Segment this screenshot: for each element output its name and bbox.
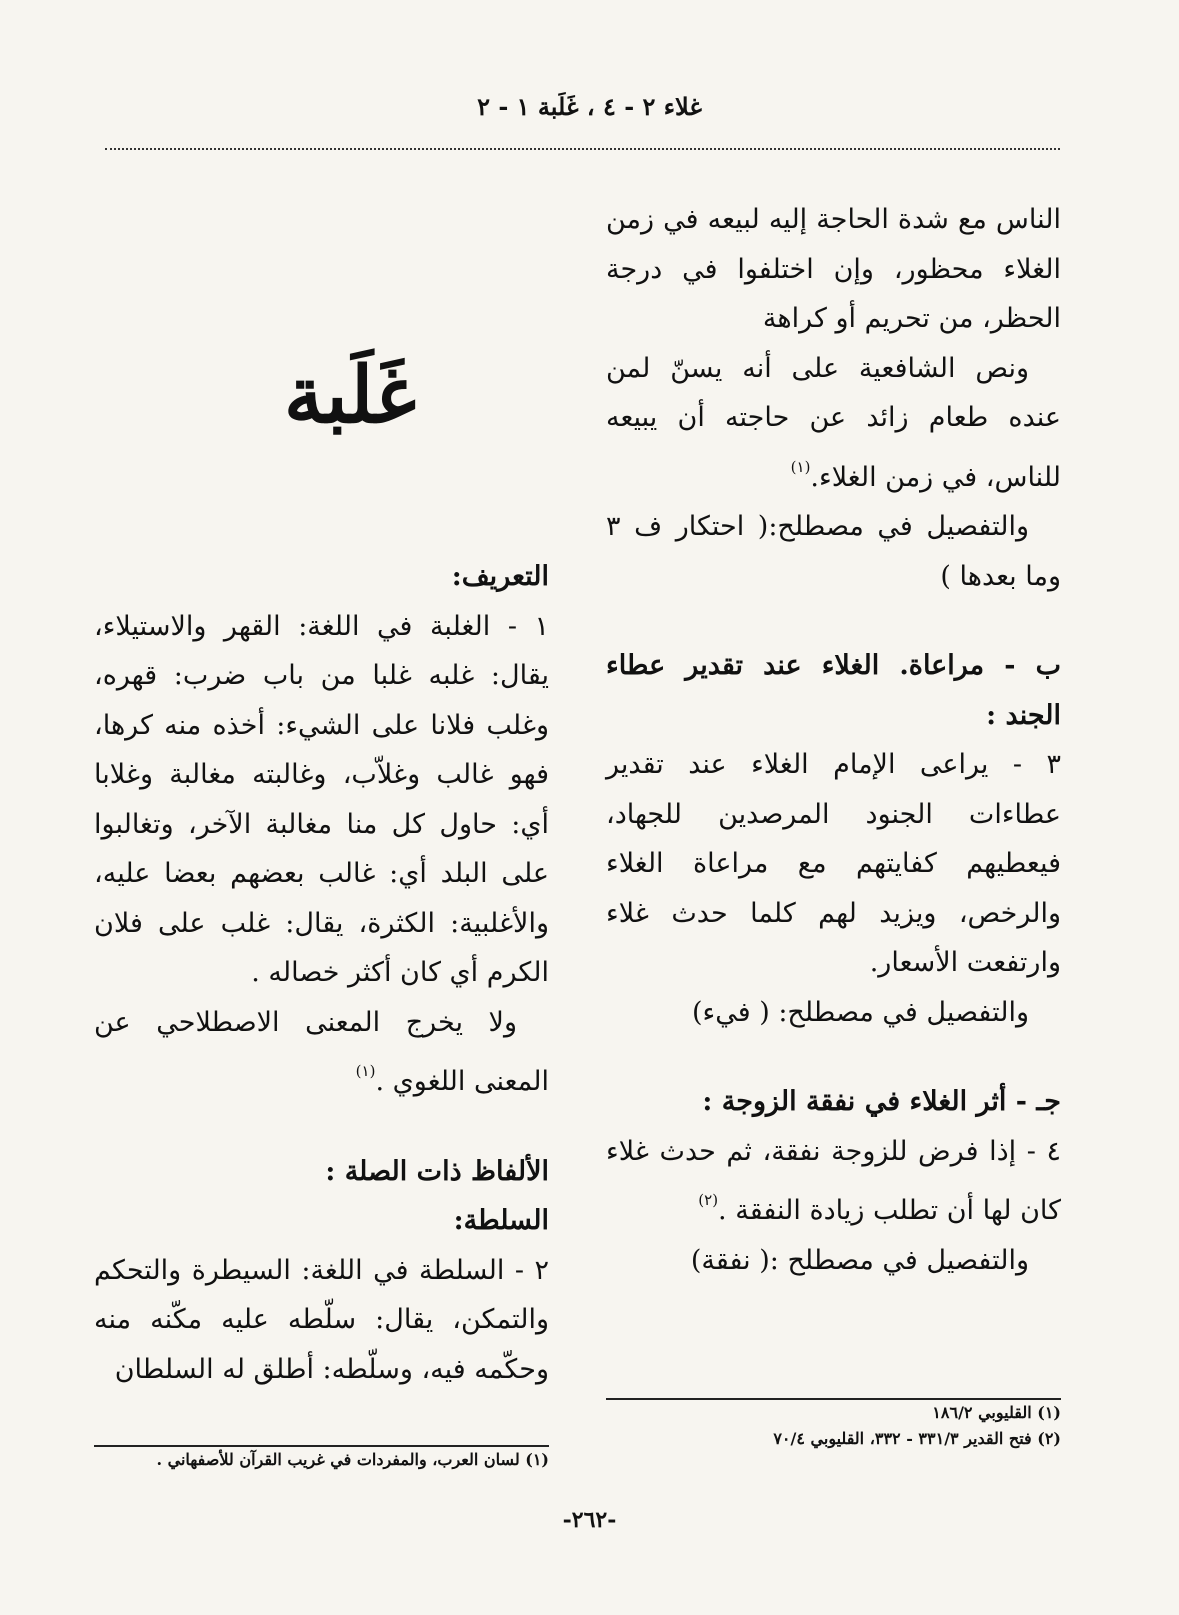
footnote-ref: (١) <box>790 457 811 476</box>
left-column <box>94 552 549 1394</box>
paragraph: الناس مع شدة الحاجة إليه لبيعه في زمن الغلاء محظور، وإن اختلفوا في درجة الحظر، من تحريم أو كراهة <box>606 204 1061 334</box>
paragraph: ٢ - السلطة في اللغة: السيطرة والتحكم والتمكن، يقال: سلّطه عليه مكّنه منه وحكّمه فيه، وسلّطه: أطلق له السلطان <box>94 1254 549 1385</box>
footnote: (١) لسان العرب، والمفردات في غريب القرآن للأصفهاني . <box>156 1450 549 1469</box>
paragraph: والتفصيل في مصطلح: ( فيء) <box>692 996 1029 1028</box>
section-heading: جـ - أثر الغلاء في نفقة الزوجة : <box>702 1086 1061 1117</box>
paragraph: والتفصيل في مصطلح :( نفقة) <box>690 1244 1029 1276</box>
footnote: (١) القليوبي ١٨٦/٢ <box>932 1403 1061 1422</box>
paragraph-text: ونص الشافعية على أنه يسنّ لمن عنده طعام زائد عن حاجته أن يبيعه للناس، في زمن الغلاء. <box>606 352 1061 493</box>
paragraph-text: ٤ - إذا فرض للزوجة نفقة، ثم حدث غلاء كان لها أن تطلب زيادة النفقة . <box>606 1135 1061 1226</box>
section-heading: ب - مراعاة. الغلاء عند تقدير عطاء الجند : <box>606 650 1061 731</box>
footnotes-right <box>606 1398 1061 1452</box>
footnote-ref: (٢) <box>698 1191 719 1209</box>
entry-title: غَلَبة <box>284 350 416 441</box>
header-dotted-rule <box>105 148 1060 150</box>
paragraph: ٣ - يراعى الإمام الغلاء عند تقدير عطاءات الجنود المرصدين للجهاد، فيعطيهم كفايتهم مع مراعاة الغلاء والرخص، ويزيد لهم كلما حدث غلاء وارتفعت الأسعار. <box>606 749 1061 978</box>
paragraph <box>94 998 549 1107</box>
running-head: غلاء ٢ - ٤ ، غَلَبة ١ - ٢ <box>477 92 702 121</box>
footnote: (٢) فتح القدير ٣٣١/٣ - ٣٣٢، القليوبي ٧٠/٤ <box>773 1429 1061 1448</box>
footnotes-left <box>94 1445 549 1473</box>
paragraph <box>606 1127 1061 1236</box>
page-number: -٢٦٢- <box>562 1507 617 1533</box>
paragraph <box>606 344 1061 503</box>
paragraph: ١ - الغلبة في اللغة: القهر والاستيلاء، يقال: غلبه غلبا من باب ضرب: قهره، وغلب فلانا على الشيء: أخذه منه كرها، فهو غالب وغلاّب، وغالبته مغالبة وغلابا أي: حاول كل منا مغالبة الآخر، وتغالبوا على البلد أي: غالب بعضهم بعضا عليه، والأغلبية: الكثرة، يقال: غلب على فلان الكرم أي كان أكثر خصاله . <box>94 610 549 988</box>
right-column <box>606 195 1061 1285</box>
section-heading: الألفاظ ذات الصلة : <box>325 1155 549 1187</box>
paragraph-text: ولا يخرج المعنى الاصطلاحي عن المعنى اللغوي . <box>94 1006 549 1097</box>
section-heading: التعريف: <box>451 561 549 592</box>
subsection-heading: السلطة: <box>453 1205 549 1236</box>
footnote-ref: (١) <box>355 1062 376 1080</box>
paragraph: والتفصيل في مصطلح:( احتكار ف ٣ وما بعدها ) <box>606 511 1061 592</box>
